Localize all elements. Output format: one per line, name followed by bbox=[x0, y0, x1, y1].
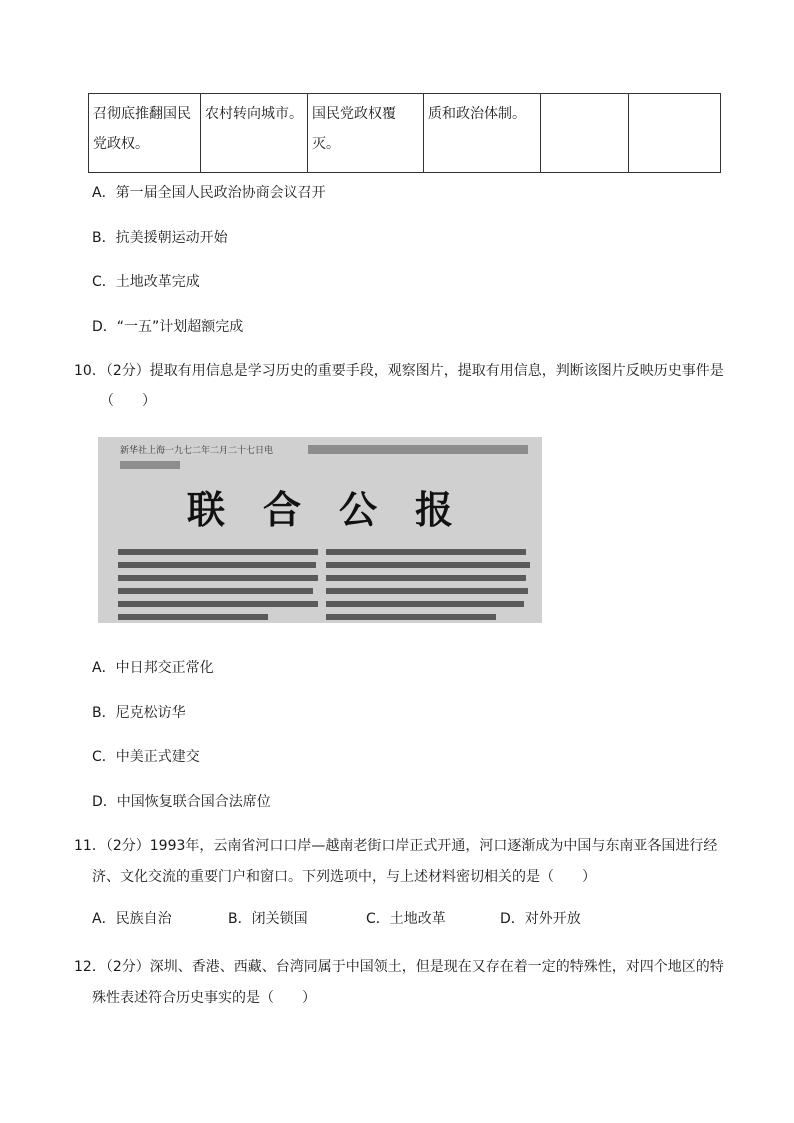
newspaper-dateline: 新华社上海一九七二年二月二十七日电 bbox=[120, 446, 274, 456]
q10-option-c: C．中美正式建交 bbox=[92, 749, 200, 765]
table-cell: 召彻底推翻国民党政权。 bbox=[89, 94, 201, 173]
table-cell bbox=[541, 94, 629, 173]
newspaper-headline: 联 合 公 报 bbox=[186, 487, 454, 532]
q12-stem-line1: 12．（2分）深圳、香港、西藏、台湾同属于中国领土，但是现在又存在着一定的特殊性，对四个地区的特 bbox=[74, 959, 724, 975]
q9-option-c: C．土地改革完成 bbox=[92, 274, 200, 290]
q10-stem: 10．（2分）提取有用信息是学习历史的重要手段，观察图片，提取有用信息，判断该图片反映历史事件是 bbox=[74, 363, 724, 379]
q11-stem-line1: 11．（2分）1993年，云南省河口口岸—越南老街口岸正式开通，河口逐渐成为中国与东南亚各国进行经 bbox=[74, 838, 718, 854]
q10-option-b: B．尼克松访华 bbox=[92, 705, 186, 721]
q11-stem-line2: 济、文化交流的重要门户和窗口。下列选项中，与上述材料密切相关的是（ ） bbox=[92, 869, 596, 885]
table-cell: 农村转向城市。 bbox=[201, 94, 308, 173]
q12-stem-line2: 殊性表述符合历史事实的是（ ） bbox=[92, 990, 316, 1006]
q11-option-b: B．闭关锁国 bbox=[228, 911, 308, 927]
table-cell: 国民党政权覆灭。 bbox=[308, 94, 424, 173]
q10-option-a: A．中日邦交正常化 bbox=[92, 660, 214, 676]
q11-option-a: A．民族自治 bbox=[92, 911, 172, 927]
answer-table-fragment bbox=[88, 93, 721, 173]
table-cell bbox=[629, 94, 721, 173]
newspaper-photo bbox=[98, 437, 542, 623]
q11-option-d: D．对外开放 bbox=[500, 911, 581, 927]
q9-option-d: D．“一五”计划超额完成 bbox=[92, 319, 244, 335]
q9-option-b: B．抗美援朝运动开始 bbox=[92, 230, 228, 246]
q10-option-d: D．中国恢复联合国合法席位 bbox=[92, 794, 271, 810]
q11-option-c: C．土地改革 bbox=[366, 911, 446, 927]
q10-blank: （ ） bbox=[100, 393, 156, 409]
q9-option-a: A．第一届全国人民政治协商会议召开 bbox=[92, 185, 326, 201]
table-cell: 质和政治体制。 bbox=[424, 94, 541, 173]
